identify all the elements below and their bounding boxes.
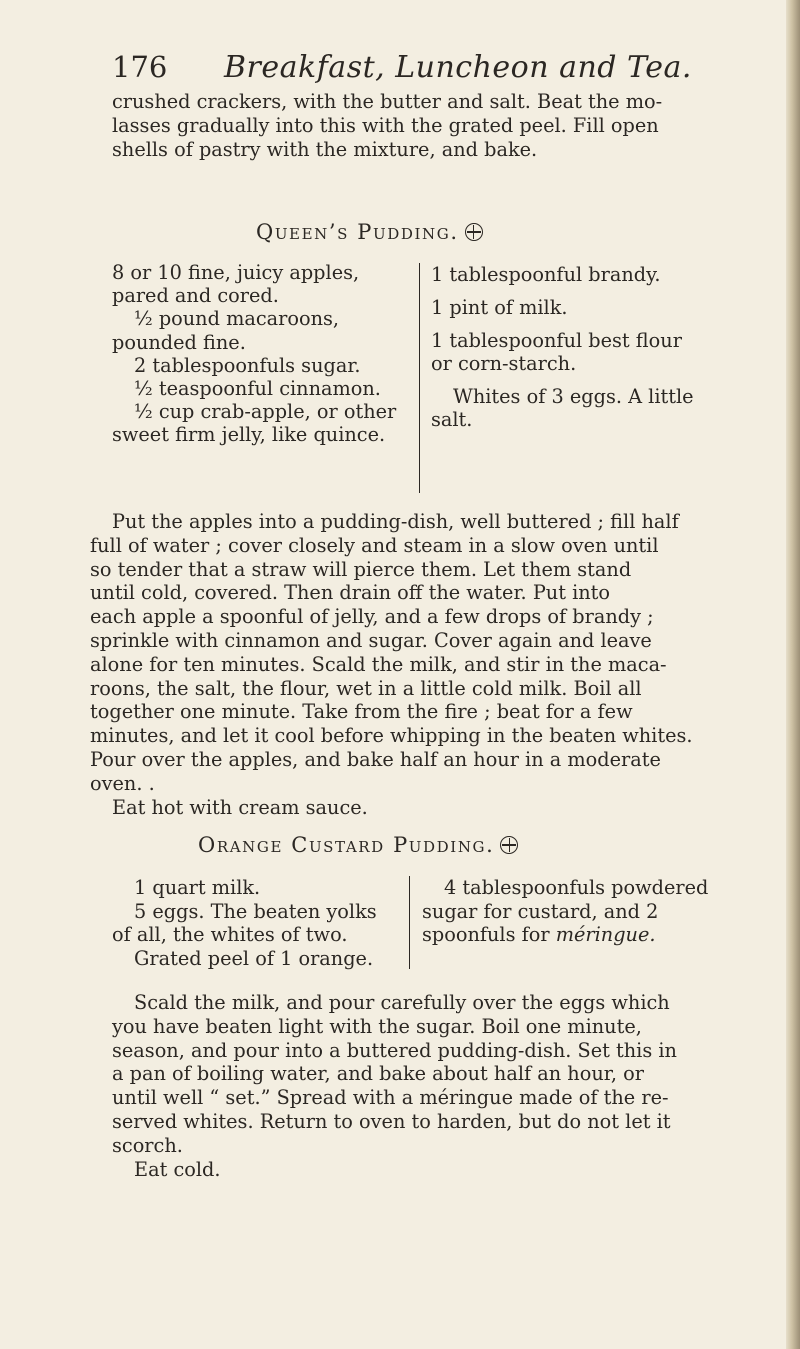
page-number: 176: [112, 50, 168, 84]
text-line: full of water ; cover closely and steam in a slow oven until: [90, 533, 659, 557]
ingredient-line: of all, the whites of two.: [112, 923, 348, 946]
text-line: lasses gradually into this with the grated peel. Fill open: [112, 113, 659, 137]
ingredient-line: 1 quart milk.: [134, 876, 261, 899]
ingredient-line: salt.: [431, 408, 473, 431]
ingredient-text: spoonfuls for: [422, 923, 556, 946]
text-line: served whites. Return to oven to harden, but do not let it: [112, 1109, 671, 1133]
text-line: crushed crackers, with the butter and salt. Beat the mo-: [112, 90, 663, 113]
ingredient-line: 1 tablespoonful brandy.: [431, 263, 661, 286]
queens-pudding-heading: [256, 220, 483, 244]
orange-method: [112, 991, 740, 1181]
italic-term: méringue.: [555, 923, 656, 946]
text-line: sprinkle with cinnamon and sugar. Cover again and leave: [90, 628, 652, 652]
column-divider: [419, 263, 420, 493]
ingredient-line: 8 or 10 fine, juicy apples,: [112, 261, 360, 284]
text-line: scorch.: [112, 1133, 183, 1157]
ingredient-line: ½ teaspoonful cinnamon.: [134, 377, 381, 401]
ingredient-line: sweet firm jelly, like quince.: [112, 423, 386, 447]
orange-custard-heading: [198, 833, 518, 857]
text-line: each apple a spoonful of jelly, and a few drops of brandy ;: [90, 605, 654, 629]
text-line: season, and pour into a buttered pudding-dish. Set this in: [112, 1038, 677, 1062]
text-line: Scald the milk, and pour carefully over the eggs which: [134, 991, 670, 1014]
ingredient-line: Whites of 3 eggs. A little: [453, 385, 694, 408]
running-title: Breakfast, Luncheon and Tea.: [224, 50, 692, 85]
ingredient-line: 1 tablespoonful best flour: [431, 329, 682, 352]
ingredient-line: [422, 923, 740, 947]
text-line: shells of pastry with the mixture, and bake.: [112, 137, 538, 161]
page-edge-shadow: [786, 0, 800, 1349]
serving-note: Eat cold.: [134, 1157, 221, 1181]
orange-ingredients-right: [422, 876, 740, 947]
text-line: until well “ set.” Spread with a méringue made of the re-: [112, 1086, 669, 1110]
text-line: oven. .: [90, 771, 155, 795]
circled-cross-icon: [465, 223, 483, 241]
text-line: so tender that a straw will pierce them. Let them stand: [90, 557, 632, 581]
recipe-title: Queen’s Pudding.: [256, 220, 459, 244]
ingredient-line: pounded fine.: [112, 330, 246, 354]
text-line: you have beaten light with the sugar. Boil one minute,: [112, 1014, 642, 1038]
recipe-title: Orange Custard Pudding.: [198, 833, 495, 857]
text-line: alone for ten minutes. Scald the milk, and stir in the maca-: [90, 652, 667, 676]
ingredient-line: 5 eggs. The beaten yolks: [134, 899, 377, 923]
orange-ingredients-left: [112, 876, 404, 970]
text-line: together one minute. Take from the fire ; beat for a few: [90, 700, 633, 724]
ingredient-line: 4 tablespoonfuls powdered: [444, 876, 709, 899]
text-line: a pan of boiling water, and bake about half an hour, or: [112, 1062, 644, 1086]
ingredient-line: or corn-starch.: [431, 352, 577, 375]
circled-cross-icon: [500, 836, 518, 854]
text-line: roons, the salt, the flour, wet in a little cold milk. Boil all: [90, 676, 642, 700]
ingredient-line: pared and cored.: [112, 284, 279, 308]
text-line: Pour over the apples, and bake half an hour in a moderate: [90, 747, 661, 771]
queens-ingredients-right: [431, 263, 739, 431]
ingredient-line: ½ pound macaroons,: [134, 307, 340, 331]
serving-note: Eat hot with cream sauce.: [112, 795, 368, 819]
ingredient-line: 1 pint of milk.: [431, 296, 568, 319]
ingredient-line: 2 tablespoonfuls sugar.: [134, 353, 361, 377]
text-line: until cold, covered. Then drain off the water. Put into: [90, 581, 611, 605]
text-line: Put the apples into a pudding-dish, well buttered ; fill half: [112, 510, 679, 533]
ingredient-line: ½ cup crab-apple, or other: [134, 400, 397, 424]
ingredient-line: sugar for custard, and 2: [422, 899, 659, 923]
queens-ingredients-left: [112, 261, 408, 447]
intro-paragraph: [112, 90, 740, 161]
column-divider: [409, 876, 410, 969]
ingredient-line: Grated peel of 1 orange.: [134, 946, 374, 970]
text-line: minutes, and let it cool before whipping in the beaten whites.: [90, 724, 693, 748]
queens-method: [90, 510, 740, 819]
